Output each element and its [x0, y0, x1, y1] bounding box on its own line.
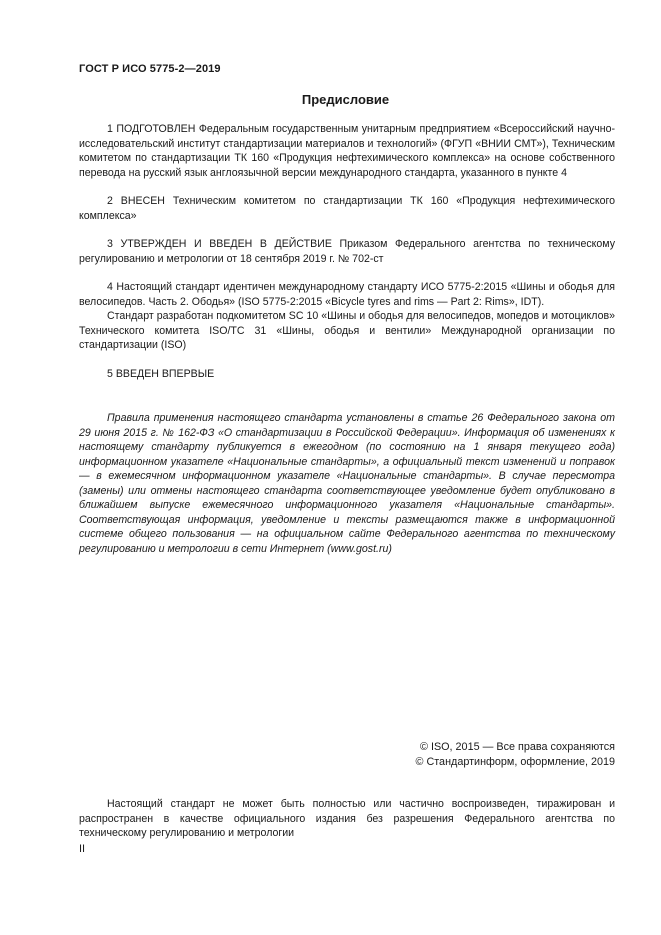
preface-item-3: 3 УТВЕРЖДЕН И ВВЕДЕН В ДЕЙСТВИЕ Приказом Федерального агентства по техническому регулированию и метрологии от 18 сентября 2019 г. № 702-ст [79, 238, 615, 265]
document-header: ГОСТ Р ИСО 5775-2—2019 [79, 63, 221, 75]
page-number: II [79, 843, 86, 855]
copyright-standartinform: © Стандартинформ, оформление, 2019 [415, 756, 615, 768]
preface-body [79, 122, 615, 381]
preface-item-1: 1 ПОДГОТОВЛЕН Федеральным государственным унитарным предприятием «Всероссийский научно-исследовательский институт стандартизации материалов и технологий» (ФГУП «ВНИИ СМТ»), Техническим комитетом по стандартизации ТК 160 «Продукция нефтехимического комплекса» на основе собственного перевода на русский язык англоязычной версии международного стандарта, указанного в пункте 4 [79, 123, 615, 179]
page-title: Предисловие [301, 92, 390, 107]
copyright-iso: © ISO, 2015 — Все права сохраняются [420, 741, 615, 753]
preface-item-2: 2 ВНЕСЕН Техническим комитетом по стандартизации ТК 160 «Продукция нефтехимического комплекса» [79, 195, 615, 222]
reproduction-notice: Настоящий стандарт не может быть полностью или частично воспроизведен, тиражирован и распространен в качестве официального издания без разрешения Федерального агентства по техническому регулированию и метрологии [79, 798, 615, 839]
preface-item-4: 4 Настоящий стандарт идентичен международному стандарту ИСО 5775-2:2015 «Шины и ободья для велосипедов. Часть 2. Ободья» (ISO 5775-2:2015 «Bicycle tyres and rims — Part 2: Rims», IDT). [79, 281, 615, 308]
preface-item-5: 5 ВВЕДЕН ВПЕРВЫЕ [107, 367, 215, 380]
preface-item-4-note: Стандарт разработан подкомитетом SC 10 «Шины и ободья для велосипедов, мопедов и мотоциклов» Технического комитета ISO/TC 31 «Шины, ободья и вентили» Международной организации по стандартизации (ISO) [79, 310, 615, 351]
application-rules-notice: Правила применения настоящего стандарта установлены в статье 26 Федерального закона от 29 июня 2015 г. № 162-ФЗ «О стандартизации в Российской Федерации». Информация об изменениях к настоящему стандарту публикуется в ежегодном (по состоянию на 1 января текущего года) информационном указателе «Национальные стандарты», а официальный текст изменений и поправок — в ежемесячном информационном указателе «Национальные стандарты». В случае пересмотра (замены) или отмены настоящего стандарта соответствующее уведомление будет опубликовано в ближайшем выпуске ежемесячного информационного указателя «Национальные стандарты». Соответствующая информация, уведомление и тексты размещаются также в информационной системе общего пользования — на официальном сайте Федерального агентства по техническому регулированию и метрологии в сети Интернет (www.gost.ru) [79, 412, 615, 555]
